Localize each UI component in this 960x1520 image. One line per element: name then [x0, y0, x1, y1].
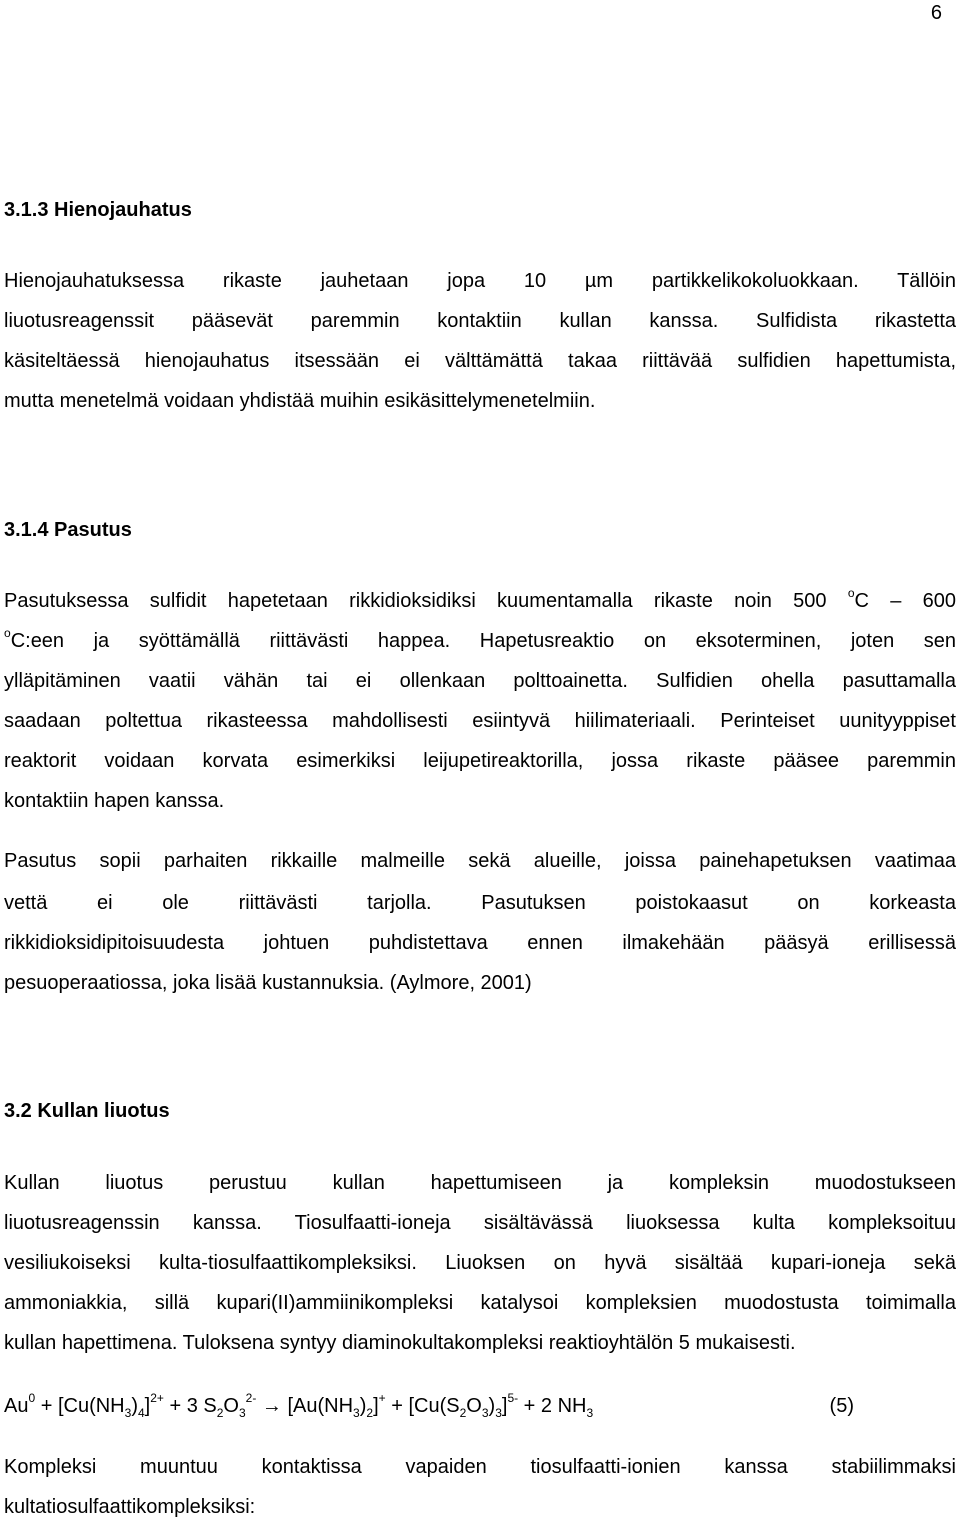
- section-heading-3-1-3: 3.1.3 Hienojauhatus: [4, 199, 192, 221]
- paragraph-line: reaktorit voidaan korvata esimerkiksi leijupetireaktorilla, jossa rikaste pääsee paremmin: [4, 750, 956, 772]
- paragraph-line: käsiteltäessä hienojauhatus itsessään ei välttämättä takaa riittävää sulfidien hapettumista,: [4, 350, 956, 372]
- paragraph-line: kullan hapettimena. Tuloksena syntyy diaminokultakompleksi reaktioyhtälön 5 mukaisesti.: [4, 1332, 796, 1354]
- paragraph-line: mutta menetelmä voidaan yhdistää muihin esikäsittelymenetelmiin.: [4, 390, 596, 412]
- text-run: C – 600: [854, 590, 956, 612]
- paragraph-line: [4, 588, 956, 614]
- superscript: o: [4, 626, 11, 641]
- paragraph-line: kontaktiin hapen kanssa.: [4, 790, 225, 812]
- paragraph-line: liuotusreagenssin kanssa. Tiosulfaatti-ioneja sisältävässä liuoksessa kulta kompleksoituu: [4, 1212, 956, 1234]
- text-run: Pasutuksessa sulfidit hapetetaan rikkidioksidiksi kuumentamalla rikaste noin 500: [4, 590, 827, 612]
- paragraph-line: rikkidioksidipitoisuudesta johtuen puhdistettava ennen ilmakehään pääsyä erillisessä: [4, 932, 956, 954]
- text-run: C:een ja syöttämällä riittävästi happea. Hapetusreaktio on eksoterminen, joten sen: [10, 630, 956, 652]
- equation-number: (5): [829, 1395, 854, 1417]
- page-number: 6: [930, 2, 942, 24]
- section-heading-3-2: 3.2 Kullan liuotus: [4, 1100, 170, 1122]
- paragraph-line: vesiliukoiseksi kulta-tiosulfaattikompleksiksi. Liuoksen on hyvä sisältää kupari-ioneja sekä: [4, 1252, 956, 1274]
- chemical-equation: $Au^0 + [Cu(NH_3)_4]^{2+} + 3$ $S_2O_3^{2-} \to [Au(NH_3)_2]^+ + [Cu(S_2O_3)_3]^{5-} + 2$ $NH_3$: [4, 1391, 594, 1420]
- paragraph-line: [4, 628, 956, 654]
- paragraph-line: Hienojauhatuksessa rikaste jauhetaan jopa 10 µm partikkelikokoluokkaan. Tällöin: [4, 270, 956, 292]
- reaction-arrow: →: [256, 1395, 288, 1417]
- paragraph-line: Kompleksi muuntuu kontaktissa vapaiden tiosulfaatti-ionien kanssa stabiilimmaksi: [4, 1456, 956, 1478]
- paragraph-line: liuotusreagenssit pääsevät paremmin kontaktiin kullan kanssa. Sulfidista rikastetta: [4, 310, 956, 332]
- paragraph-line: vettä ei ole riittävästi tarjolla. Pasutuksen poistokaasut on korkeasta: [4, 892, 956, 914]
- paragraph-line: kultatiosulfaattikompleksiksi:: [4, 1496, 256, 1518]
- paragraph-line: Kullan liuotus perustuu kullan hapettumiseen ja kompleksin muodostukseen: [4, 1172, 956, 1194]
- paragraph-line: Pasutus sopii parhaiten rikkaille malmeille sekä alueille, joissa painehapetuksen vaatimaa: [4, 850, 956, 872]
- paragraph-line: pesuoperaatiossa, joka lisää kustannuksia. (Aylmore, 2001): [4, 972, 532, 994]
- paragraph-line: ylläpitäminen vaatii vähän tai ei ollenkaan polttoainetta. Sulfidien ohella pasuttamalla: [4, 670, 956, 692]
- superscript: o: [847, 586, 855, 601]
- paragraph-line: ammoniakkia, sillä kupari(II)ammiinikompleksi katalysoi kompleksien muodostusta toimimalla: [4, 1292, 956, 1314]
- paragraph-line: saadaan poltettua rikasteessa mahdollisesti esiintyvä hiilimateriaali. Perinteiset uunityyppiset: [4, 710, 956, 732]
- section-heading-3-1-4: 3.1.4 Pasutus: [4, 519, 132, 541]
